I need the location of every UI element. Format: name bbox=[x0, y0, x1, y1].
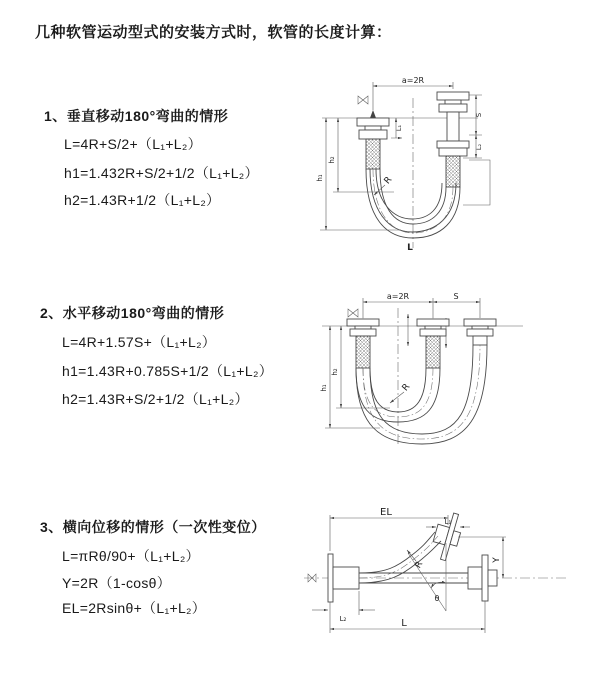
braided-hose-end bbox=[426, 336, 440, 368]
dim-label-r: R bbox=[413, 559, 426, 571]
right-flange bbox=[464, 319, 496, 345]
dim-label-theta: θ bbox=[434, 594, 440, 603]
dim-label-l1: L₁ bbox=[444, 518, 452, 526]
dim-label-a2r: a=2R bbox=[401, 76, 425, 85]
section-3-formula-Y: Y=2R（1-cosθ） bbox=[62, 575, 172, 591]
right-flange bbox=[437, 92, 469, 187]
section-2-heading: 2、水平移动180°弯曲的情形 bbox=[40, 305, 225, 321]
section-2-formula-h2: h2=1.43R+S/2+1/2（L₁+L₂） bbox=[62, 391, 249, 407]
vertical-180-bend-diagram bbox=[306, 70, 596, 255]
left-flange bbox=[357, 118, 389, 169]
dim-label-h1: h₁ bbox=[316, 174, 324, 182]
page-title: 几种软管运动型式的安装方式时，软管的长度计算： bbox=[35, 24, 392, 41]
braided-hose-end bbox=[366, 139, 380, 169]
section-3-formula-EL: EL=2Rsinθ+（L₁+L₂） bbox=[62, 600, 207, 616]
dim-label-h2: h₂ bbox=[331, 368, 339, 376]
braided-hose-end bbox=[356, 336, 370, 368]
dim-label-l1: L₁ bbox=[395, 124, 403, 132]
dim-label-l: L bbox=[401, 618, 407, 629]
dim-label-l2: L₂ bbox=[475, 143, 483, 151]
dim-label-el: EL bbox=[380, 507, 392, 518]
hose-curves bbox=[359, 532, 441, 583]
section-1-formula-L: L=4R+S/2+（L₁+L₂） bbox=[64, 136, 202, 152]
hose-curves bbox=[356, 345, 487, 444]
section-1-formula-h1: h1=1.432R+S/2+1/2（L₁+L₂） bbox=[64, 165, 259, 181]
dim-label-l2: L₂ bbox=[339, 615, 347, 623]
dim-label-l: L bbox=[407, 243, 413, 253]
dim-label-r: R bbox=[382, 175, 395, 187]
dim-label-r: R bbox=[400, 382, 413, 394]
extension-lines-el bbox=[330, 515, 448, 551]
left-flange bbox=[347, 319, 379, 368]
horizontal-180-bend-diagram bbox=[308, 288, 598, 453]
section-3-formula-L: L=πRθ/90+（L₁+L₂） bbox=[62, 548, 200, 564]
support-bracket bbox=[463, 160, 490, 205]
section-1-heading: 1、垂直移动180°弯曲的情形 bbox=[44, 108, 229, 124]
left-flange bbox=[328, 554, 359, 602]
fixed-point-icon bbox=[348, 309, 358, 317]
lateral-displacement-diagram bbox=[298, 503, 598, 648]
radius-leader bbox=[407, 550, 416, 561]
section-2-formula-h1: h1=1.43R+0.785S+1/2（L₁+L₂） bbox=[62, 363, 273, 379]
radius-leader bbox=[390, 392, 404, 403]
braided-hose-end bbox=[446, 156, 460, 187]
section-1-formula-h2: h2=1.43R+1/2（L₁+L₂） bbox=[64, 192, 221, 208]
dim-label-h2: h₂ bbox=[328, 156, 336, 164]
dim-label-y: Y bbox=[492, 557, 502, 563]
dim-label-h1: h₁ bbox=[320, 384, 328, 392]
fixed-point-icon bbox=[358, 96, 368, 104]
dim-label-s: S bbox=[453, 292, 459, 301]
dim-label-a2r: a=2R bbox=[386, 292, 410, 301]
section-3-heading: 3、横向位移的情形（一次性变位） bbox=[40, 519, 266, 535]
extension-lines-top bbox=[363, 298, 480, 318]
extension-lines-l bbox=[330, 601, 485, 633]
section-2-formula-L: L=4R+1.57S+（L₁+L₂） bbox=[62, 334, 217, 350]
dim-label-s: S bbox=[475, 112, 483, 118]
middle-flange bbox=[417, 319, 449, 368]
